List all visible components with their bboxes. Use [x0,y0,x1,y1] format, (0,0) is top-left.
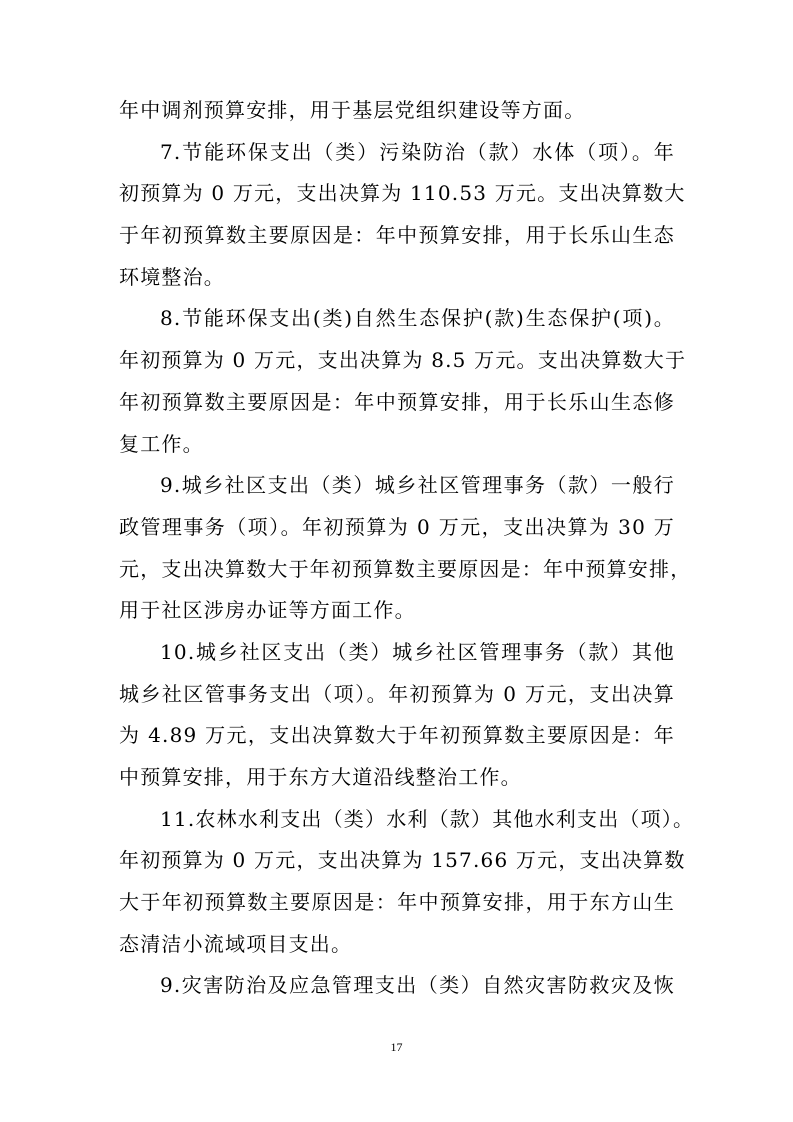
body-text [119,90,695,1007]
page-number: 17 [390,1040,403,1054]
paragraph-line: 10.城乡社区支出（类）城乡社区管理事务（款）其他 [160,639,675,664]
paragraph-line: 用于社区涉房办证等方面工作。 [119,598,416,623]
paragraph-line: 为 4.89 万元，支出决算数大于年初预算数主要原因是：年 [119,723,675,748]
paragraph-line: 大于年初预算数主要原因是：年中预算安排，用于东方山生 [119,890,675,915]
paragraph-line: 复工作。 [119,431,204,456]
paragraph-line: 年初预算数主要原因是：年中预算安排，用于长乐山生态修 [119,389,675,414]
paragraph-line: 年中调剂预算安排，用于基层党组织建设等方面。 [119,98,586,122]
paragraph-line: 环境整治。 [119,264,225,289]
paragraph-line: 初预算为 0 万元，支出决算为 110.53 万元。支出决算数大 [119,181,686,206]
paragraph-line: 9.城乡社区支出（类）城乡社区管理事务（款）一般行 [160,473,675,498]
paragraph-line: 8.节能环保支出(类)自然生态保护(款)生态保护(项)。 [160,306,675,331]
paragraph-line: 态清洁小流域项目支出。 [119,931,353,956]
paragraph-line: 城乡社区管事务支出（项）。年初预算为 0 万元，支出决算 [119,681,675,706]
paragraph-line: 年初预算为 0 万元，支出决算为 157.66 万元，支出决算数 [119,848,686,873]
paragraph-line: 11.农林水利支出（类）水利（款）其他水利支出（项）。 [160,806,695,831]
paragraph-line: 中预算安排，用于东方大道沿线整治工作。 [119,765,522,789]
paragraph-line: 年初预算为 0 万元，支出决算为 8.5 万元。支出决算数大于 [119,348,687,373]
paragraph-line: 元，支出决算数大于年初预算数主要原因是：年中预算安排， [119,556,692,581]
paragraph-line: 政管理事务（项）。年初预算为 0 万元，支出决算为 30 万 [119,514,675,539]
paragraph-line: 7.节能环保支出（类）污染防治（款）水体（项）。年 [160,139,675,164]
paragraph-line: 于年初预算数主要原因是：年中预算安排，用于长乐山生态 [119,223,675,248]
paragraph-line: 9.灾害防治及应急管理支出（类）自然灾害防救灾及恢 [160,973,675,998]
